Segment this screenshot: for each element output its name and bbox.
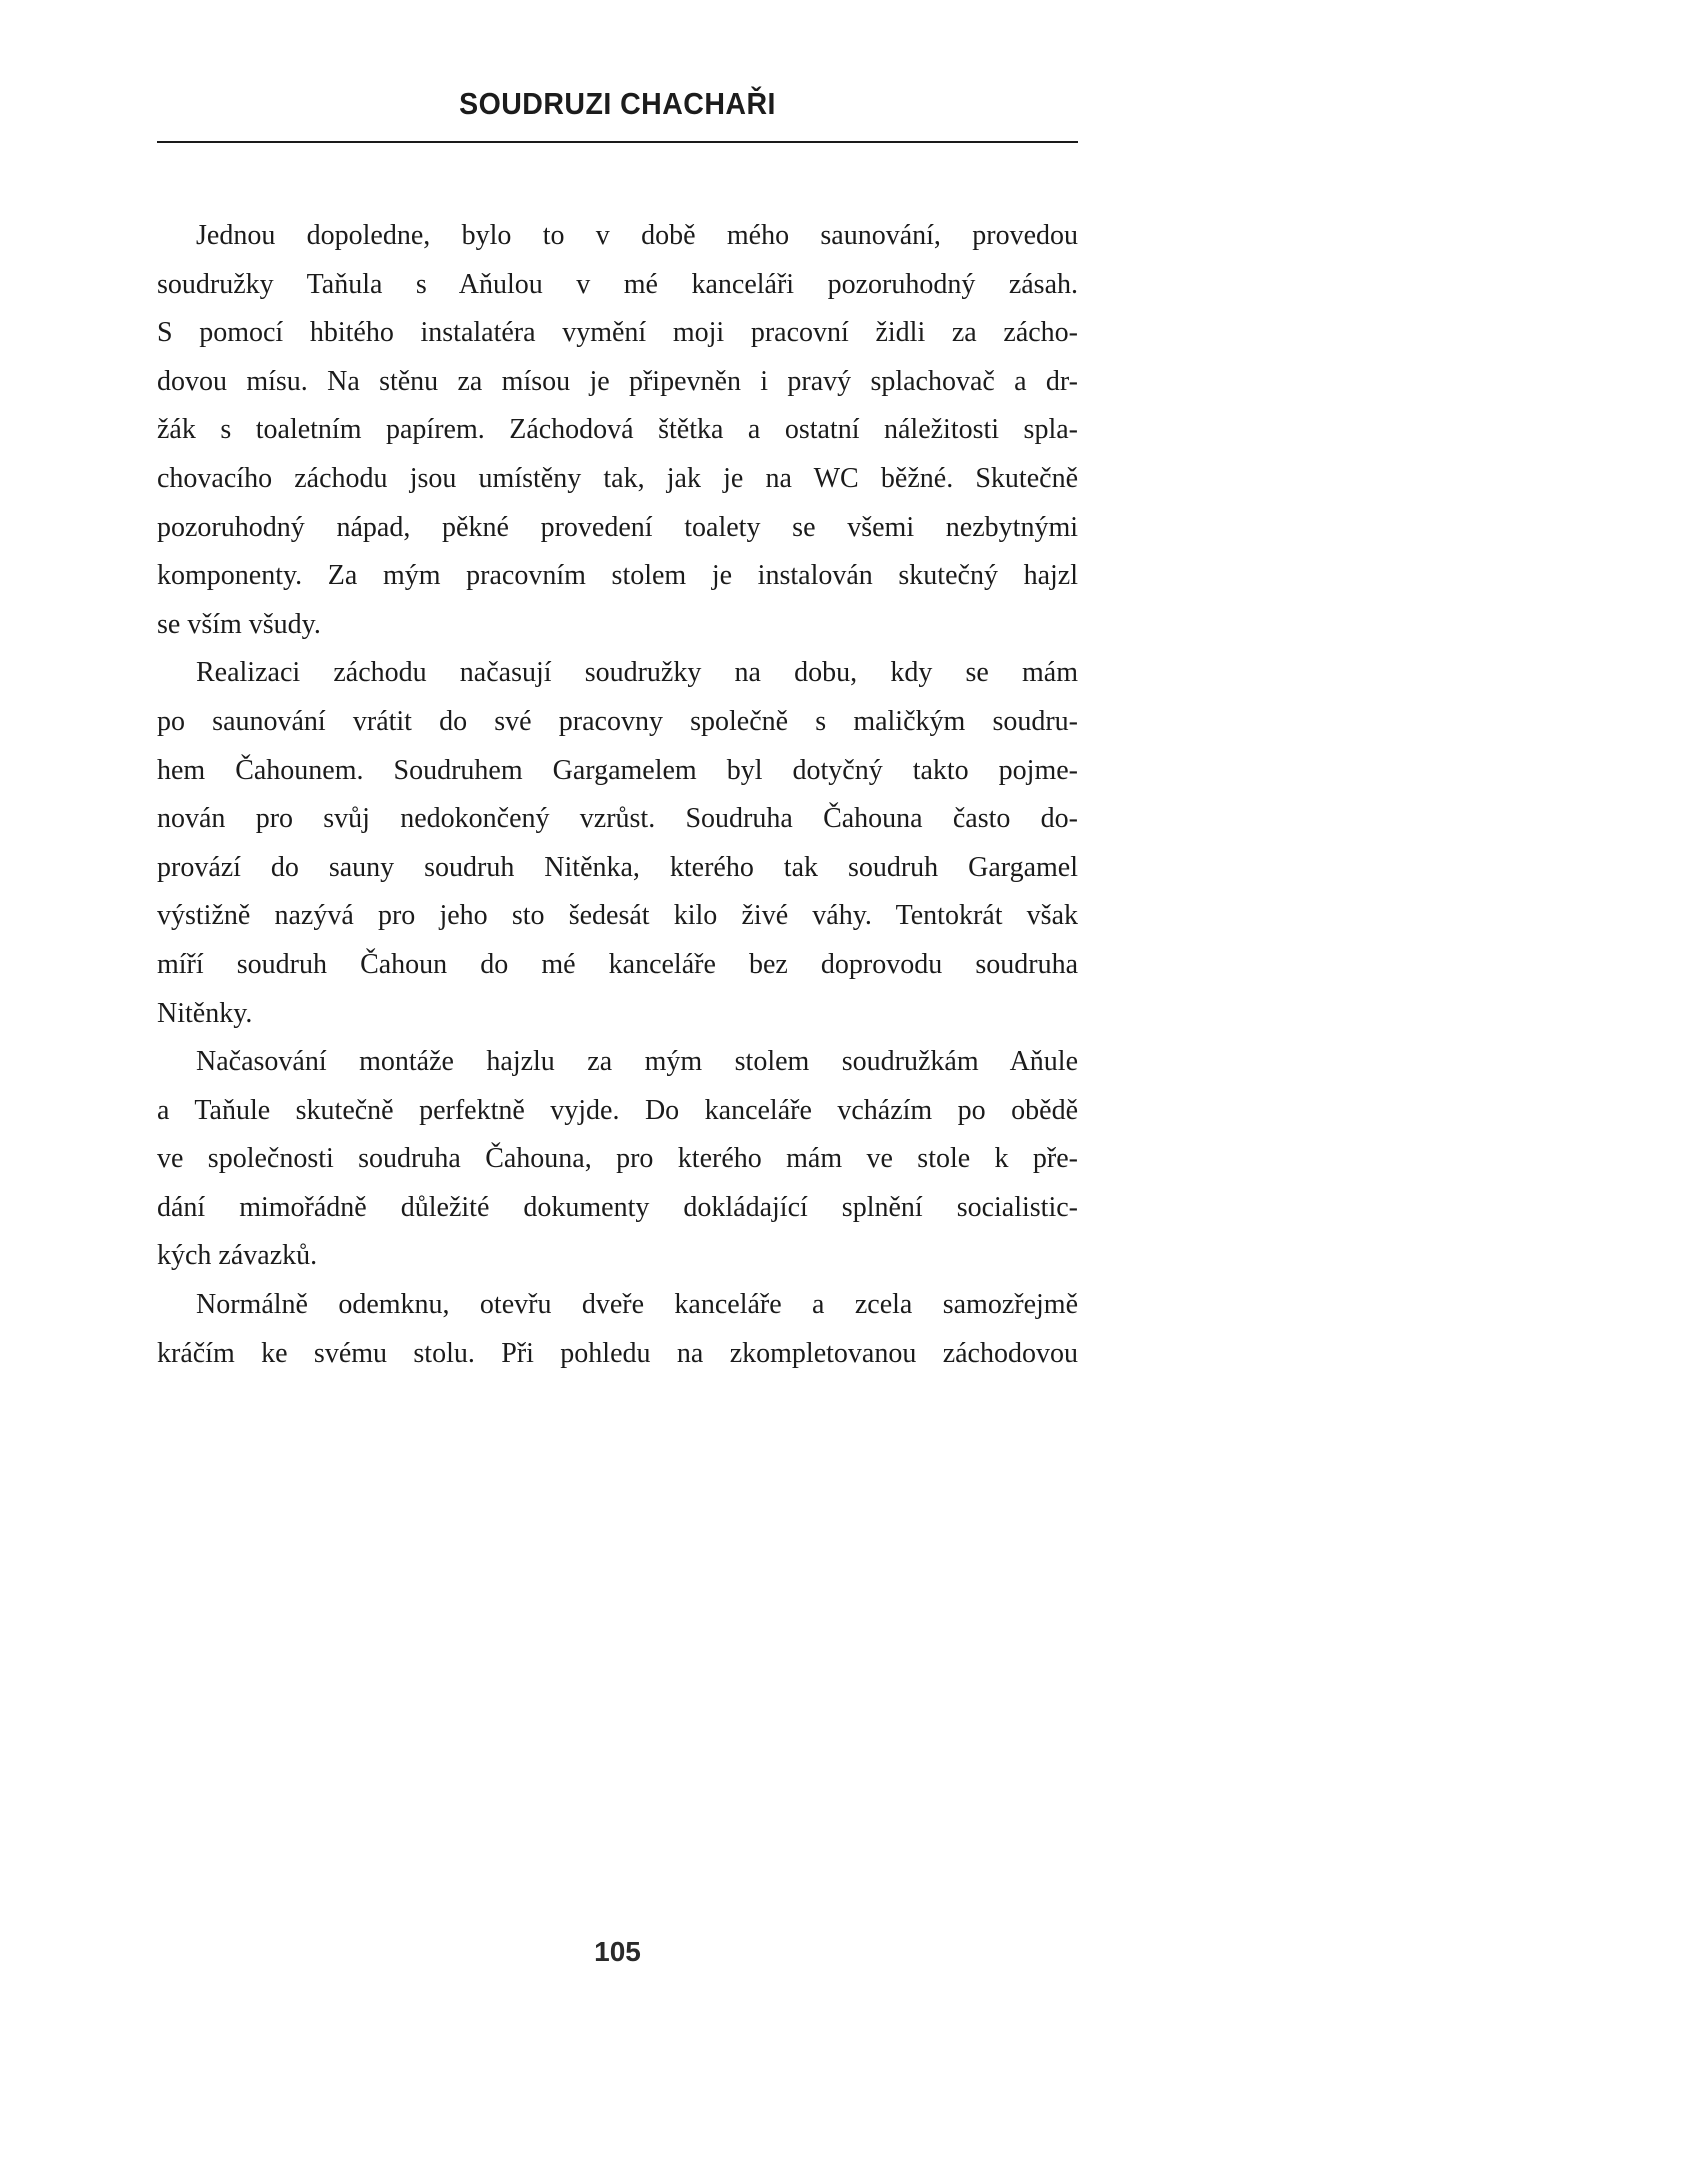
text-line: Nitěnky.	[157, 997, 253, 1029]
page-number: 105	[594, 1936, 641, 1967]
text-line: dovou mísu. Na stěnu za mísou je připevněn i pravý splachovač a dr-	[157, 365, 1078, 397]
text-line: Realizaci záchodu načasují soudružky na dobu, kdy se mám	[196, 657, 1078, 689]
text-line: Normálně odemknu, otevřu dveře kanceláře a zcela samozřejmě	[196, 1289, 1078, 1321]
text-line: hem Čahounem. Soudruhem Gargamelem byl dotyčný takto pojme-	[157, 754, 1078, 786]
text-line: soudružky Taňula s Aňulou v mé kanceláři pozoruhodný zásah.	[157, 268, 1078, 300]
text-line: S pomocí hbitého instalatéra vymění moji pracovní židli za zácho-	[157, 317, 1078, 349]
text-line: po saunování vrátit do své pracovny společně s maličkým soudru-	[157, 705, 1078, 737]
body-text	[157, 212, 1078, 1378]
text-line: pozoruhodný nápad, pěkné provedení toalety se všemi nezbytnými	[157, 511, 1078, 543]
page-content	[157, 0, 1078, 2184]
text-line: a Taňule skutečně perfektně vyjde. Do kanceláře vcházím po obědě	[157, 1094, 1078, 1126]
text-line: žák s toaletním papírem. Záchodová štětka a ostatní náležitosti spla-	[157, 414, 1078, 446]
header-rule	[157, 141, 1078, 143]
text-line: výstižně nazývá pro jeho sto šedesát kilo živé váhy. Tentokrát však	[157, 900, 1078, 932]
text-line: kých závazků.	[157, 1240, 318, 1272]
text-line: komponenty. Za mým pracovním stolem je instalován skutečný hajzl	[157, 560, 1078, 592]
page-header-title: SOUDRUZI CHACHAŘI	[459, 86, 776, 121]
text-line: míří soudruh Čahoun do mé kanceláře bez doprovodu soudruha	[157, 948, 1078, 980]
text-line: chovacího záchodu jsou umístěny tak, jak je na WC běžné. Skutečně	[157, 462, 1078, 494]
text-line: kráčím ke svému stolu. Při pohledu na zkompletovanou záchodovou	[157, 1337, 1078, 1369]
text-line: nován pro svůj nedokončený vzrůst. Soudruha Čahouna často do-	[157, 803, 1078, 835]
text-line: se vším všudy.	[157, 608, 321, 640]
text-line: ve společnosti soudruha Čahouna, pro kterého mám ve stole k pře-	[157, 1143, 1078, 1175]
text-line: Načasování montáže hajzlu za mým stolem soudružkám Aňule	[196, 1046, 1078, 1078]
text-line: provází do sauny soudruh Nitěnka, kterého tak soudruh Gargamel	[157, 851, 1078, 883]
text-line: Jednou dopoledne, bylo to v době mého saunování, provedou	[196, 220, 1078, 251]
text-line: dání mimořádně důležité dokumenty dokládající splnění socialistic-	[157, 1191, 1078, 1223]
